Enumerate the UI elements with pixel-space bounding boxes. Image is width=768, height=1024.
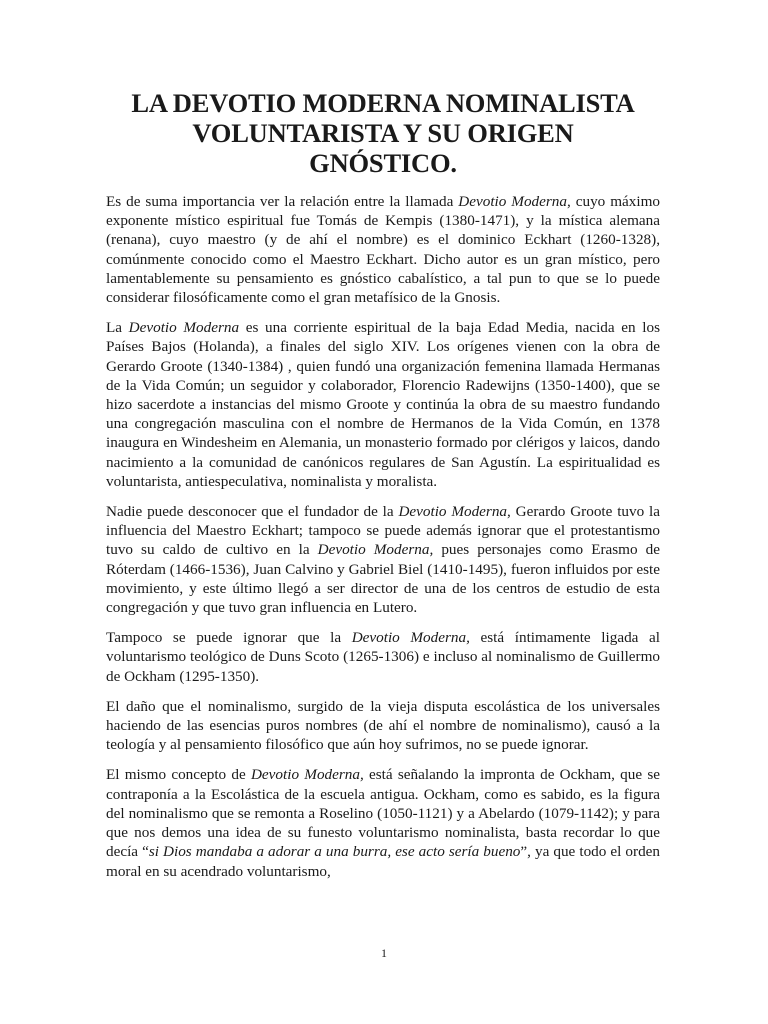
italic-text-run: Devotio Moderna, — [250, 766, 364, 784]
text-run: La — [106, 319, 129, 337]
italic-text-run: si Dios mandaba a adorar a una burra, ese acto sería bueno — [148, 843, 521, 861]
text-run: Es de suma importancia ver la relación entre la llamada — [106, 193, 459, 210]
title-line: VOLUNTARISTA Y SU ORIGEN — [192, 118, 574, 148]
paragraph — [106, 765, 660, 880]
text-run: Tampoco se puede ignorar que la — [106, 629, 352, 647]
text-run: El mismo concepto de — [106, 766, 251, 784]
text-run: está señalando la impronta de Ockham, que se contraponía a la Escolástica de la escuela antigua. Ockham, como es sabido, es la figura del nominalismo que se remonta a Roselino (1050-1121) y a Abelardo (1079-1142); y para que nos demos una idea de su funesto voluntarismo nominalista, basta recordar lo que decía “ — [106, 766, 660, 861]
title-line: GNÓSTICO. — [309, 148, 457, 178]
italic-text-run: Devotio Moderna — [458, 193, 567, 210]
page-number: 1 — [381, 946, 387, 960]
paragraph — [106, 502, 660, 617]
italic-text-run: Devotio Moderna — [128, 319, 240, 337]
text-run: , Gerardo Groote tuvo la influencia del Maestro Eckhart; tampoco se puede además ignorar que el protestantismo tuvo su caldo de cultivo en la — [106, 503, 660, 559]
document-title — [106, 88, 660, 178]
paragraph — [106, 318, 660, 491]
title-line: LA DEVOTIO MODERNA NOMINALISTA — [131, 88, 635, 118]
text-run: El daño que el nominalismo, surgido de la vieja disputa escolástica de los universales haciendo de las esencias puros nombres (de ahí el nombre de nominalismo), causó a la teología y al pensamiento filosófico que aún hoy sufrimos, no se puede ignorar. — [106, 697, 660, 754]
italic-text-run: Devotio Moderna — [398, 503, 508, 521]
paragraph — [106, 192, 660, 307]
text-run: es una corriente espiritual de la baja Edad Media, nacida en los Países Bajos (Holanda), a finales del siglo XIV. Los orígenes vienen con la obra de Gerardo Groote (1340-1384) , quien fundó una organización femenina llamada Hermanas de la Vida Común; un seguidor y colaborador, Florencio Radewijns (1350-1400), que se hizo sacerdote a instancias del mismo Groote y continúa la obra de su maestro fundando una congregación masculina con el nombre de Hermanos de la Vida Común, en 1378 inaugura en Windesheim en Alemania, un monasterio formado por clérigos y laicos, dando nacimiento a la comunidad de canónicos regulares de San Agustín. La espiritualidad es voluntarista, antiespeculativa, nominalista y moralista. — [106, 319, 660, 490]
text-run: ”, ya que todo el orden moral en su acendrado voluntarismo, — [106, 843, 661, 880]
paragraph — [106, 628, 660, 686]
text-run: Nadie puede desconocer que el fundador de la — [106, 503, 399, 521]
text-run: pues personajes como Erasmo de Róterdam (1466-1536), Juan Calvino y Gabriel Biel (1410-1495), fueron influidos por este movimiento, y este último llegó a ser director de una de los centros de estudio de esta congregación y que tuvo gran influencia en Lutero. — [106, 541, 660, 617]
text-run: , cuyo máximo exponente místico espiritual fue Tomás de Kempis (1380-1471), y la mística alemana (renana), cuyo maestro (y de ahí el nombre) es el dominico Eckhart (1260-1328), comúnmente conocido como el Maestro Eckhart. Dicho autor es un gran místico, pero lamentablemente su pensamiento es gnóstico cabalístico, a tal pun to que se lo puede considerar filosóficamente como el gran metafísico de la Gnosis. — [106, 193, 660, 307]
text-run: está íntimamente ligada al voluntarismo teológico de Duns Scoto (1265-1306) e incluso al nominalismo de Guillermo de Ockham (1295-1350). — [106, 629, 660, 685]
paragraph — [106, 697, 660, 755]
italic-text-run: Devotio Moderna, — [317, 541, 434, 559]
document-page — [106, 88, 660, 892]
italic-text-run: Devotio Moderna, — [351, 629, 470, 647]
